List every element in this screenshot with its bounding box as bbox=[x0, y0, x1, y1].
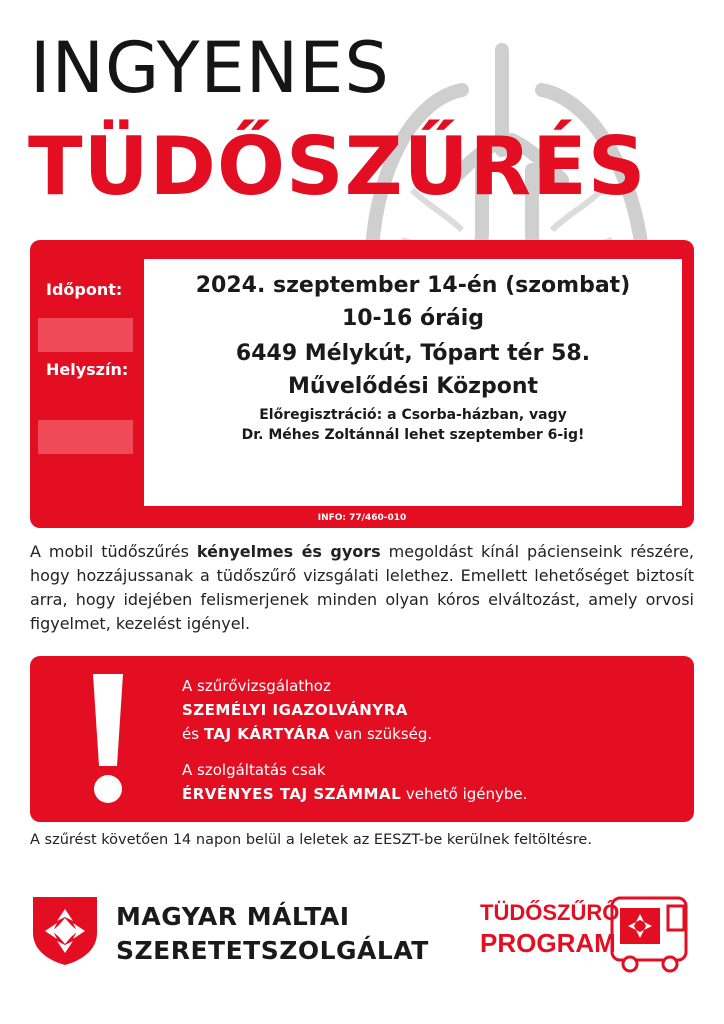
notice-taj-card: TAJ KÁRTYÁRA bbox=[203, 725, 330, 743]
registration-line-1: Előregisztráció: a Csorba-házban, vagy bbox=[259, 407, 567, 423]
org-line-1: MAGYAR MÁLTAI bbox=[116, 902, 350, 931]
location-label: Helyszín: bbox=[46, 360, 129, 379]
notice-taj-number: ÉRVÉNYES TAJ SZÁMMAL bbox=[182, 785, 402, 803]
exclamation-icon bbox=[90, 674, 126, 804]
date-label: Időpont: bbox=[46, 280, 123, 299]
notice-box bbox=[30, 656, 694, 822]
program-line-2: PROGRAM bbox=[480, 928, 616, 958]
event-date: 2024. szeptember 14-én (szombat) bbox=[195, 273, 631, 298]
footnote: A szűrést követően 14 napon belül a leletek az EESZT-be kerülnek feltöltésre. bbox=[30, 832, 592, 848]
notice-id-card: SZEMÉLYI IGAZOLVÁNYRA bbox=[182, 701, 408, 719]
maltese-cross-shield-logo bbox=[30, 895, 100, 967]
info-phone: INFO: 77/460-010 bbox=[317, 513, 407, 523]
bus-icon bbox=[608, 890, 694, 976]
placeholder-block bbox=[38, 318, 133, 352]
event-time: 10-16 óráig bbox=[341, 306, 485, 331]
notice-line: A szűrővizsgálathoz bbox=[182, 677, 331, 695]
event-details-box bbox=[30, 240, 694, 528]
intro-text: A mobil tüdőszűrés bbox=[30, 542, 197, 561]
org-line-2: SZERETETSZOLGÁLAT bbox=[116, 936, 429, 965]
placeholder-block bbox=[38, 420, 133, 454]
intro-bold: kényelmes és gyors bbox=[196, 542, 381, 561]
event-address: 6449 Mélykút, Tópart tér 58. bbox=[235, 341, 591, 366]
registration-line-2: Dr. Méhes Zoltánnál lehet szeptember 6-ig! bbox=[241, 427, 585, 443]
details-panel bbox=[144, 259, 682, 506]
title-line-1: INGYENES bbox=[30, 27, 390, 109]
program-line-1: TÜDŐSZŰRŐ bbox=[480, 900, 620, 925]
notice-text: és bbox=[182, 725, 204, 743]
notice-text: vehető igénybe. bbox=[401, 785, 528, 803]
notice-line: A szolgáltatás csak bbox=[182, 761, 326, 779]
title-line-2: TÜDŐSZŰRÉS bbox=[28, 120, 647, 213]
intro-text: megoldást kínál pácienseink részére, hogy hozzájussanak a tüdőszűrő vizsgálati lelethez. Emellett lehetőséget biztosít arra, hogy idejében felismerjenek minden olyan kóros elváltozást, amely orvosi figyelmet, kezelést igényel. bbox=[30, 542, 695, 633]
event-venue: Művelődési Központ bbox=[287, 374, 539, 399]
notice-text: van szükség. bbox=[329, 725, 433, 743]
intro-paragraph bbox=[30, 540, 694, 636]
program-logo bbox=[480, 890, 694, 980]
organization-name bbox=[116, 900, 429, 968]
